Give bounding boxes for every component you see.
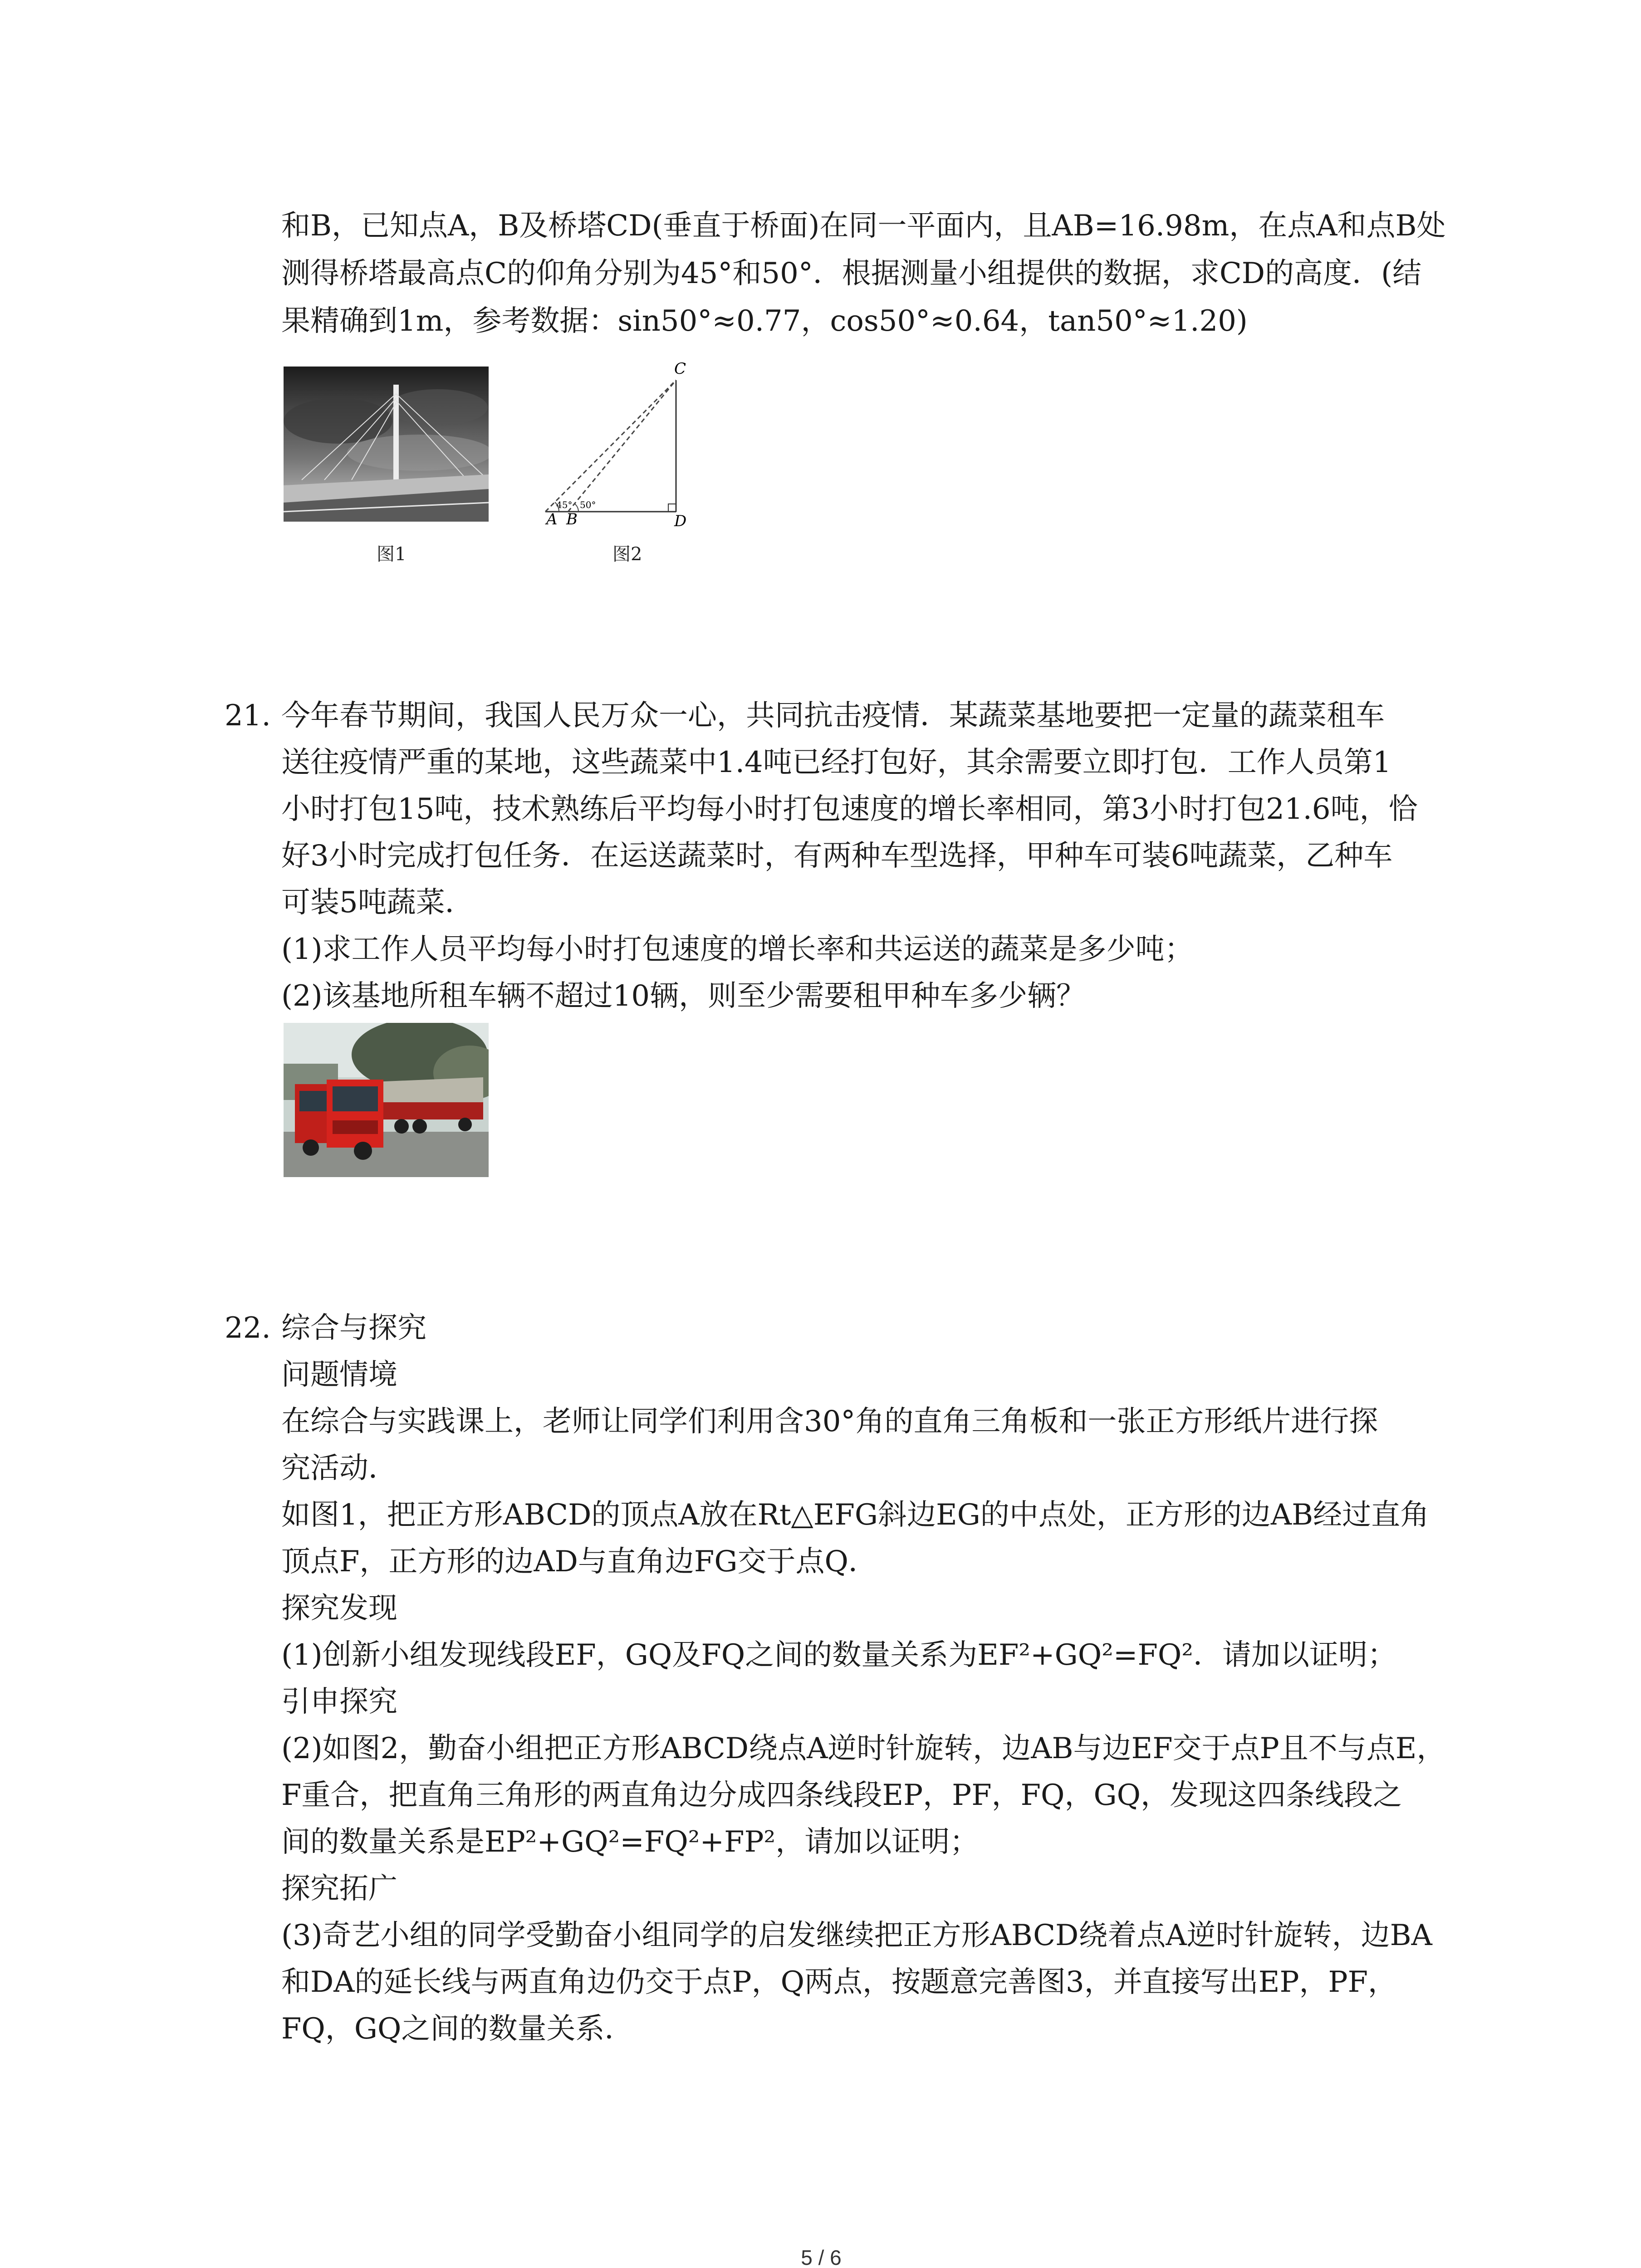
q21-line-5: 可装5吨蔬菜． [281,886,474,919]
figure1-caption: 图1 [377,544,407,565]
q22-line-6: 顶点F，正方形的边AD与直角边FG交于点Q． [281,1545,877,1579]
q21-line-2: 送往疫情严重的某地，这些蔬菜中1.4吨已经打包好，其余需要立即打包．工作人员第1 [281,746,1391,779]
q22-number: 22. [225,1311,271,1345]
figure2-caption: 图2 [612,544,642,565]
q21-line-7: (2)该基地所租车辆不超过10辆，则至少需要租甲种车多少辆？ [281,979,1086,1013]
q20-line-3: 果精确到1m，参考数据：sin50°≈0.77，cos50°≈0.64，tan50°≈1.20) [281,304,1248,338]
q22-line-7: 探究发现 [281,1592,397,1625]
q20-line-1: 和B，已知点A，B及桥塔CD(垂直于桥面)在同一平面内，且AB=16.98m，在点A和点B处 [281,209,1446,243]
q22-line-11: F重合，把直角三角形的两直角边分成四条线段EP，PF，FQ，GQ，发现这四条线段之 [281,1779,1402,1812]
q21-line-4: 好3小时完成打包任务．在运送蔬菜时，有两种车型选择，甲种车可装6吨蔬菜，乙种车 [281,839,1393,873]
q22-line-8: (1)创新小组发现线段EF，GQ及FQ之间的数量关系为EF²+GQ²=FQ²．请加以证明； [281,1638,1397,1672]
angle-50-label: 50° [580,499,596,510]
angle-45-label: 45° [556,499,573,510]
q22-line-5: 如图1，把正方形ABCD的顶点A放在Rt△EFG斜边EG的中点处，正方形的边AB经过直角 [281,1498,1430,1532]
q22-line-4: 究活动． [281,1452,397,1485]
q21-line-6: (1)求工作人员平均每小时打包速度的增长率和共运送的蔬菜是多少吨； [281,933,1194,966]
q21-line-3: 小时打包15吨，技术熟练后平均每小时打包速度的增长率相同，第3小时打包21.6吨，恰 [281,792,1418,826]
q20-line-2: 测得桥塔最高点C的仰角分别为45°和50°．根据测量小组提供的数据，求CD的高度．(结 [281,257,1422,290]
trucks-photo [284,1023,489,1177]
q21-line-1: 今年春节期间，我国人民万众一心，共同抗击疫情．某蔬菜基地要把一定量的蔬菜租车 [281,699,1385,733]
q22-line-14: (3)奇艺小组的同学受勤奋小组同学的启发继续把正方形ABCD绕着点A逆时针旋转，边BA [281,1919,1432,1952]
q22-line-9: 引申探究 [281,1685,397,1719]
bridge-photo [284,367,489,522]
point-a-label: A [546,510,558,528]
q21-number: 21. [225,699,271,733]
q22-line-16: FQ，GQ之间的数量关系． [281,2012,634,2046]
point-d-label: D [674,512,687,530]
point-c-label: C [674,360,686,378]
q22-line-2: 问题情境 [281,1358,397,1392]
point-b-label: B [566,510,578,528]
q22-line-13: 探究拓广 [281,1872,397,1906]
q22-line-10: (2)如图2，勤奋小组把正方形ABCD绕点A逆时针旋转，边AB与边EF交于点P且不与点E， [281,1732,1446,1765]
q22-line-1: 综合与探究 [281,1311,426,1345]
triangle-diagram [540,358,703,531]
q22-line-12: 间的数量关系是EP²+GQ²=FQ²+FP²，请加以证明； [281,1825,979,1859]
q22-line-15: 和DA的延长线与两直角边仍交于点P，Q两点，按题意完善图3，并直接写出EP，PF， [281,1965,1397,1999]
q22-line-3: 在综合与实践课上，老师让同学们利用含30°角的直角三角板和一张正方形纸片进行探 [281,1405,1378,1438]
page-number: 5 / 6 [801,2246,842,2268]
